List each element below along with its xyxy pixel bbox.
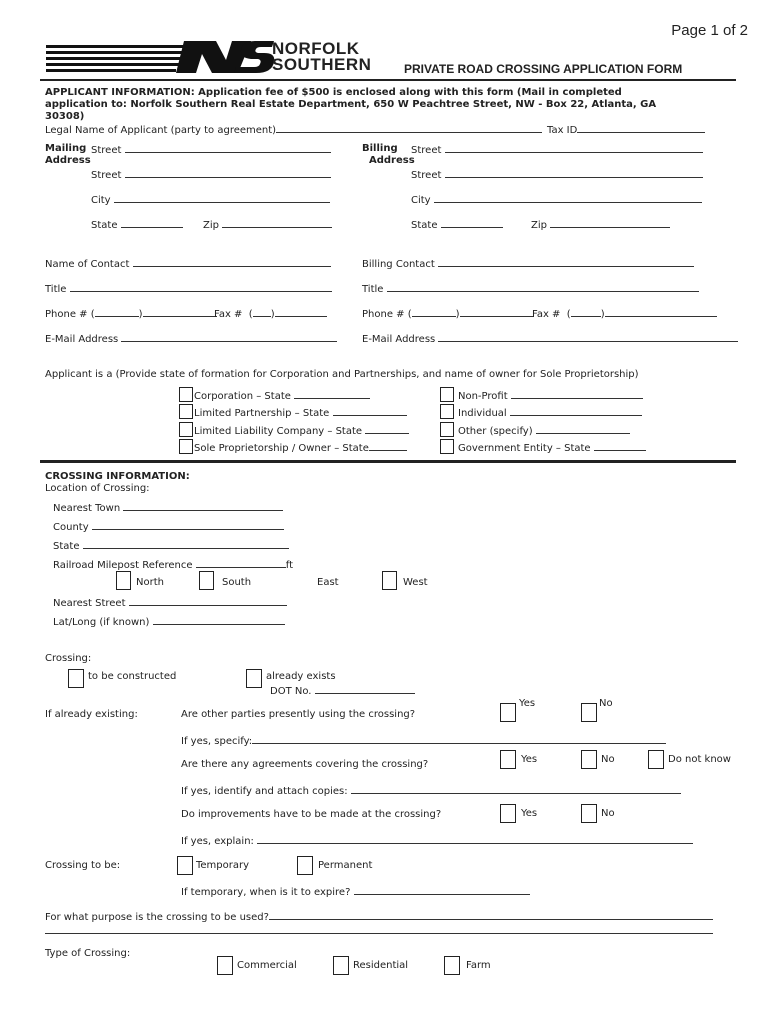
non-profit-label: Non-Profit bbox=[458, 391, 508, 402]
billing-fax-field[interactable] bbox=[532, 307, 717, 320]
sole-proprietorship-label: Sole Proprietorship / Owner – State bbox=[194, 443, 369, 454]
nearest-town-label: Nearest Town bbox=[53, 503, 121, 514]
billing-city[interactable] bbox=[411, 193, 702, 206]
mailing-state[interactable] bbox=[91, 218, 183, 231]
non-profit-option bbox=[458, 389, 643, 402]
temporary-checkbox[interactable] bbox=[177, 856, 193, 875]
applicant-heading-line2: application to: Norfolk Southern Real Estate Department, 650 W Peachtree Street, NW - Box 22, Atlanta, GA bbox=[45, 99, 657, 110]
south-label: South bbox=[222, 577, 252, 588]
paren-close: ) bbox=[600, 309, 605, 320]
other-parties-no-checkbox[interactable] bbox=[581, 703, 597, 722]
mailing-zip[interactable] bbox=[203, 218, 332, 231]
agreements-do-not-know-label: Do not know bbox=[668, 754, 731, 765]
other-label: Other (specify) bbox=[458, 426, 533, 437]
fax-label: Fax # bbox=[532, 309, 561, 320]
improvements-yes-checkbox[interactable] bbox=[500, 804, 516, 823]
temporary-label: Temporary bbox=[196, 860, 250, 871]
west-label: West bbox=[403, 577, 428, 588]
ft-label: ft bbox=[285, 560, 293, 571]
agreements-yes-checkbox[interactable] bbox=[500, 750, 516, 769]
if-already-existing-label: If already existing: bbox=[45, 709, 138, 720]
agreements-question: Are there any agreements covering the crossing? bbox=[181, 759, 429, 770]
commercial-label: Commercial bbox=[237, 960, 297, 971]
county-field[interactable] bbox=[53, 520, 284, 533]
header-rule bbox=[40, 79, 736, 81]
billing-title-field[interactable] bbox=[362, 282, 699, 295]
title-label: Title bbox=[362, 284, 384, 295]
sole-proprietorship-checkbox[interactable] bbox=[179, 439, 193, 454]
limited-partnership-label: Limited Partnership – State bbox=[194, 408, 330, 419]
improvements-yes-label: Yes bbox=[521, 808, 538, 819]
individual-label: Individual bbox=[458, 408, 507, 419]
dot-no-label: DOT No. bbox=[270, 686, 312, 697]
applicant-is-label: Applicant is a (Provide state of formation for Corporation and Partnerships, and name of owner for Sole Proprietorship) bbox=[45, 369, 639, 380]
limited-partnership-checkbox[interactable] bbox=[179, 404, 193, 419]
government-entity-label: Government Entity – State bbox=[458, 443, 591, 454]
page-number: Page 1 of 2 bbox=[671, 22, 748, 39]
section-rule bbox=[40, 460, 736, 463]
if-yes-specify-field[interactable] bbox=[181, 734, 666, 747]
other-checkbox[interactable] bbox=[440, 422, 454, 437]
latlong-field[interactable] bbox=[53, 615, 285, 628]
billing-contact-field[interactable] bbox=[362, 257, 694, 270]
limited-partnership-option bbox=[194, 406, 407, 419]
purpose-line-2[interactable] bbox=[45, 924, 713, 937]
improvements-question: Do improvements have to be made at the crossing? bbox=[181, 809, 442, 820]
norfolk-southern-logo bbox=[46, 40, 386, 74]
milepost-field[interactable] bbox=[53, 558, 293, 571]
mailing-address-label: Address bbox=[45, 155, 91, 166]
milepost-label: Railroad Milepost Reference bbox=[53, 560, 193, 571]
name-of-contact-label: Name of Contact bbox=[45, 259, 130, 270]
agreements-no-checkbox[interactable] bbox=[581, 750, 597, 769]
farm-label: Farm bbox=[466, 960, 491, 971]
applicant-heading-line1: APPLICANT INFORMATION: Application fee of $500 is enclosed along with this form (Mail in completed bbox=[45, 87, 622, 98]
other-parties-question: Are other parties presently using the crossing? bbox=[181, 709, 416, 720]
billing-label: Billing bbox=[362, 143, 398, 154]
county-label: County bbox=[53, 522, 89, 533]
zip-label: Zip bbox=[531, 220, 547, 231]
if-yes-identify-field[interactable] bbox=[181, 784, 681, 797]
already-exists-checkbox[interactable] bbox=[246, 669, 262, 688]
individual-option bbox=[458, 406, 642, 419]
improvements-no-checkbox[interactable] bbox=[581, 804, 597, 823]
government-entity-option bbox=[458, 441, 646, 454]
state-label: State bbox=[91, 220, 118, 231]
billing-phone-field[interactable] bbox=[362, 307, 534, 320]
north-checkbox[interactable] bbox=[116, 571, 131, 590]
agreements-yes-label: Yes bbox=[521, 754, 538, 765]
email-field[interactable] bbox=[45, 332, 337, 345]
if-yes-specify-label: If yes, specify: bbox=[181, 736, 253, 747]
other-parties-yes-checkbox[interactable] bbox=[500, 703, 516, 722]
south-checkbox[interactable] bbox=[199, 571, 214, 590]
improvements-no-label: No bbox=[601, 808, 615, 819]
latlong-label: Lat/Long (if known) bbox=[53, 617, 150, 628]
email-label: E-Mail Address bbox=[45, 334, 119, 345]
crossing-to-be-label: Crossing to be: bbox=[45, 860, 121, 871]
llc-option bbox=[194, 424, 409, 437]
legal-name-label: Legal Name of Applicant (party to agreement) bbox=[45, 125, 277, 136]
state-label: State bbox=[53, 541, 80, 552]
other-parties-no-label: No bbox=[599, 698, 613, 709]
title-label: Title bbox=[45, 284, 67, 295]
name-of-contact-field[interactable] bbox=[45, 257, 331, 270]
paren-close: ) bbox=[455, 309, 460, 320]
to-be-constructed-checkbox[interactable] bbox=[68, 669, 84, 688]
residential-label: Residential bbox=[353, 960, 409, 971]
crossing-label: Crossing: bbox=[45, 653, 92, 664]
other-parties-yes-label: Yes bbox=[519, 698, 536, 709]
commercial-checkbox[interactable] bbox=[217, 956, 233, 975]
government-entity-checkbox[interactable] bbox=[440, 439, 454, 454]
billing-zip[interactable] bbox=[531, 218, 670, 231]
paren-close: ) bbox=[270, 309, 275, 320]
street-label: Street bbox=[91, 170, 122, 181]
billing-contact-label: Billing Contact bbox=[362, 259, 435, 270]
street-label: Street bbox=[91, 145, 122, 156]
corporation-label: Corporation – State bbox=[194, 391, 291, 402]
individual-checkbox[interactable] bbox=[440, 404, 454, 419]
logo-text-southern: SOUTHERN bbox=[272, 55, 372, 74]
legal-name-field[interactable] bbox=[45, 123, 542, 136]
permanent-checkbox[interactable] bbox=[297, 856, 313, 875]
sole-proprietorship-option bbox=[194, 441, 407, 454]
other-option bbox=[458, 424, 630, 437]
phone-label: Phone # ( bbox=[45, 309, 95, 320]
street-label: Street bbox=[411, 145, 442, 156]
type-of-crossing-label: Type of Crossing: bbox=[45, 948, 131, 959]
paren-close: ) bbox=[138, 309, 143, 320]
city-label: City bbox=[91, 195, 111, 206]
billing-state[interactable] bbox=[411, 218, 503, 231]
phone-field[interactable] bbox=[45, 307, 217, 320]
to-be-constructed-label: to be constructed bbox=[88, 671, 177, 682]
mailing-street-1[interactable] bbox=[91, 143, 331, 156]
if-yes-explain-field[interactable] bbox=[181, 834, 693, 847]
llc-label: Limited Liability Company – State bbox=[194, 426, 363, 437]
mailing-city[interactable] bbox=[91, 193, 330, 206]
nearest-street-label: Nearest Street bbox=[53, 598, 126, 609]
agreements-do-not-know-checkbox[interactable] bbox=[648, 750, 664, 769]
fax-label: Fax # bbox=[214, 309, 243, 320]
if-yes-explain-label: If yes, explain: bbox=[181, 836, 254, 847]
if-temporary-label: If temporary, when is it to expire? bbox=[181, 887, 351, 898]
farm-checkbox[interactable] bbox=[444, 956, 460, 975]
location-label: Location of Crossing: bbox=[45, 483, 150, 494]
billing-email-field[interactable] bbox=[362, 332, 738, 345]
nearest-street-field[interactable] bbox=[53, 596, 287, 609]
billing-street-2[interactable] bbox=[411, 168, 703, 181]
dot-no-field[interactable] bbox=[270, 684, 415, 697]
nearest-town-field[interactable] bbox=[53, 501, 283, 514]
form-title: PRIVATE ROAD CROSSING APPLICATION FORM bbox=[404, 62, 683, 76]
title-field[interactable] bbox=[45, 282, 332, 295]
logo-text-norfolk: NORFOLK bbox=[272, 39, 360, 58]
mailing-label: Mailing bbox=[45, 143, 87, 154]
state-label: State bbox=[411, 220, 438, 231]
north-label: North bbox=[136, 577, 164, 588]
state-field[interactable] bbox=[53, 539, 289, 552]
tax-id-label: Tax ID bbox=[547, 125, 578, 136]
if-temporary-field[interactable] bbox=[181, 885, 530, 898]
purpose-label: For what purpose is the crossing to be used? bbox=[45, 912, 269, 923]
residential-checkbox[interactable] bbox=[333, 956, 349, 975]
if-yes-identify-label: If yes, identify and attach copies: bbox=[181, 786, 348, 797]
phone-label: Phone # ( bbox=[362, 309, 412, 320]
west-checkbox[interactable] bbox=[382, 571, 397, 590]
tax-id-field[interactable] bbox=[547, 123, 705, 136]
agreements-no-label: No bbox=[601, 754, 615, 765]
billing-street-1[interactable] bbox=[411, 143, 703, 156]
email-label: E-Mail Address bbox=[362, 334, 436, 345]
purpose-field[interactable] bbox=[45, 910, 713, 923]
paren-open: ( bbox=[566, 309, 571, 320]
east-label: East bbox=[317, 577, 339, 588]
corporation-option bbox=[194, 389, 370, 402]
billing-address-label: Address bbox=[369, 155, 415, 166]
llc-checkbox[interactable] bbox=[179, 422, 193, 437]
non-profit-checkbox[interactable] bbox=[440, 387, 454, 402]
paren-open: ( bbox=[248, 309, 253, 320]
applicant-heading-line3: 30308) bbox=[45, 111, 85, 122]
zip-label: Zip bbox=[203, 220, 219, 231]
corporation-checkbox[interactable] bbox=[179, 387, 193, 402]
city-label: City bbox=[411, 195, 431, 206]
crossing-heading: CROSSING INFORMATION: bbox=[45, 471, 190, 482]
mailing-street-2[interactable] bbox=[91, 168, 331, 181]
fax-field[interactable] bbox=[214, 307, 327, 320]
already-exists-label: already exists bbox=[266, 671, 336, 682]
street-label: Street bbox=[411, 170, 442, 181]
permanent-label: Permanent bbox=[318, 860, 373, 871]
